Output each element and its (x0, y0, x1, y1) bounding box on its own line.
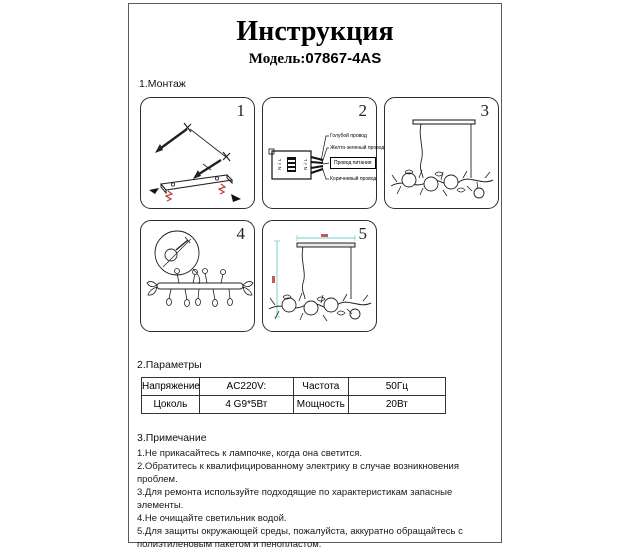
panel-number: 1 (236, 101, 245, 120)
section-montage: 1.Монтаж (139, 78, 186, 90)
note-item: 1.Не прикасайтесь к лампочке, когда она светится. (137, 448, 363, 459)
panel-bulbs (140, 220, 255, 332)
dimension-width-label (321, 234, 328, 237)
panel-number: 2 (358, 101, 367, 120)
model-line (129, 50, 501, 68)
section-notes: 3.Примечание (137, 432, 207, 444)
param-socket-value: 4 G9*5Вт (199, 396, 293, 414)
terminal-marking-left: N⏚L (276, 158, 282, 170)
panel-hanging (384, 97, 499, 209)
param-voltage-label: Напряжение (142, 378, 200, 396)
terminal-marking-right: N⏚L (302, 158, 308, 170)
param-socket-label: Цоколь (142, 396, 200, 414)
page (128, 3, 502, 550)
param-voltage-value: AC220V: (199, 378, 293, 396)
table-row (142, 378, 446, 396)
param-frequency-label: Частота (293, 378, 348, 396)
panel-dimensions (262, 220, 377, 332)
wire-label-blue: Голубой провод (330, 133, 367, 139)
section-parameters: 2.Параметры (137, 359, 202, 371)
note-item: 2.Обратитесь к квалифицированному электрику в случае возникновения проблем. (137, 461, 459, 485)
page-title: Инструкция (236, 16, 394, 47)
panel-number: 4 (236, 224, 245, 243)
terminal-connector-glyph (287, 157, 296, 172)
model-value: 07867-4AS (305, 50, 382, 67)
parameters-table (141, 377, 446, 414)
note-item: 3.Для ремонта используйте подходящие по характеристикам запасные элементы. (137, 487, 453, 511)
dimension-height-label (272, 276, 275, 283)
panel-number: 5 (358, 224, 367, 243)
panel-mounting (140, 97, 255, 209)
param-power-label: Мощность (293, 396, 348, 414)
param-power-value: 20Вт (348, 396, 445, 414)
wire-label-yellow-green: Желто-зеленый провод (330, 145, 385, 151)
wire-label-power: Провод питания (330, 157, 376, 169)
wire-label-brown: Коричневый провод (330, 176, 377, 182)
panel-number: 3 (480, 101, 489, 120)
table-row (142, 396, 446, 414)
note-item: 4.Не очищайте светильник водой. (137, 513, 287, 524)
param-frequency-value: 50Гц (348, 378, 445, 396)
note-item: 5.Для защиты окружающей среды, пожалуйста, аккуратно обращайтесь с полиэтиленовым пакетом и пенопластом. (137, 526, 463, 550)
panel-wiring (262, 97, 385, 209)
notes-list (137, 447, 489, 551)
model-label: Модель: (248, 51, 306, 67)
